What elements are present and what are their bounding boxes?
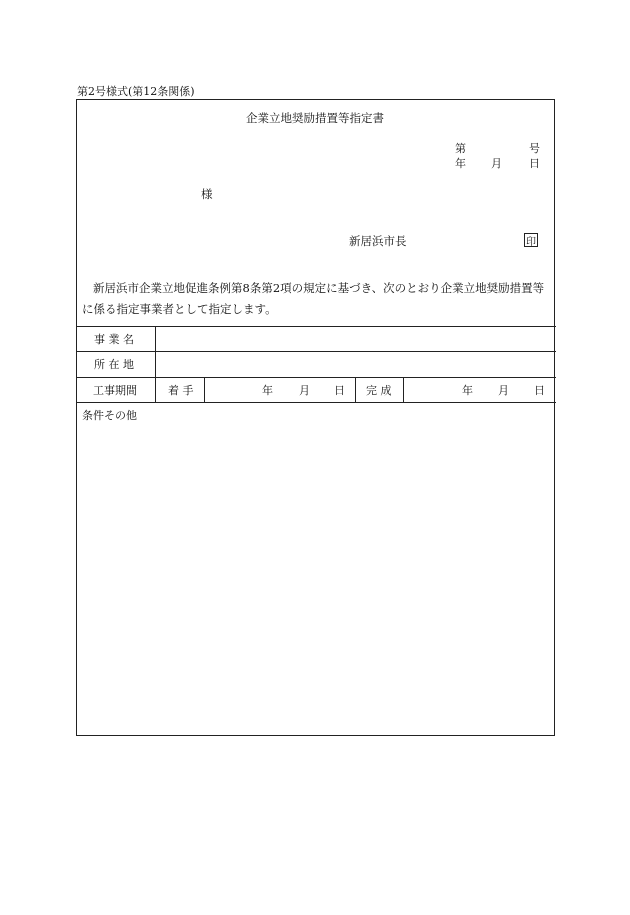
start-month: 月 <box>299 384 310 397</box>
start-day: 日 <box>334 384 345 397</box>
business-name-label: 事 業 名 <box>94 333 134 346</box>
form-label: 第2号様式(第12条関係) <box>77 85 195 98</box>
body-text-line-1: 新居浜市企業立地促進条例第8条第2項の規定に基づき、次のとおり企業立地奨励措置等 <box>93 281 545 295</box>
table-start-divider <box>204 377 205 402</box>
date-month: 月 <box>491 157 502 170</box>
table-rule-3 <box>76 377 556 378</box>
location-label: 所 在 地 <box>94 358 134 371</box>
table-mid-divider <box>355 377 356 402</box>
addressee-suffix: 様 <box>201 187 213 201</box>
finish-label: 完 成 <box>366 384 392 397</box>
construction-period-label: 工事期間 <box>93 384 137 397</box>
date-year: 年 <box>455 157 466 170</box>
start-year: 年 <box>262 384 273 397</box>
table-rule-top <box>76 326 556 327</box>
start-label: 着 手 <box>168 384 194 397</box>
date-day: 日 <box>529 157 540 170</box>
table-rule-4 <box>76 402 556 403</box>
number-suffix: 号 <box>529 142 540 155</box>
form-frame <box>76 99 555 736</box>
finish-day: 日 <box>534 384 545 397</box>
conditions-label: 条件その他 <box>82 409 137 422</box>
table-finish-divider <box>403 377 404 402</box>
finish-year: 年 <box>462 384 473 397</box>
seal-mark: 印 <box>524 233 538 247</box>
table-rule-2 <box>76 351 556 352</box>
number-prefix: 第 <box>455 142 466 155</box>
table-label-divider <box>155 326 156 402</box>
body-text-line-2: に係る指定事業者として指定します。 <box>82 302 277 316</box>
form-title: 企業立地奨励措置等指定書 <box>246 111 384 125</box>
finish-month: 月 <box>498 384 509 397</box>
issuer-name: 新居浜市長 <box>349 234 407 248</box>
